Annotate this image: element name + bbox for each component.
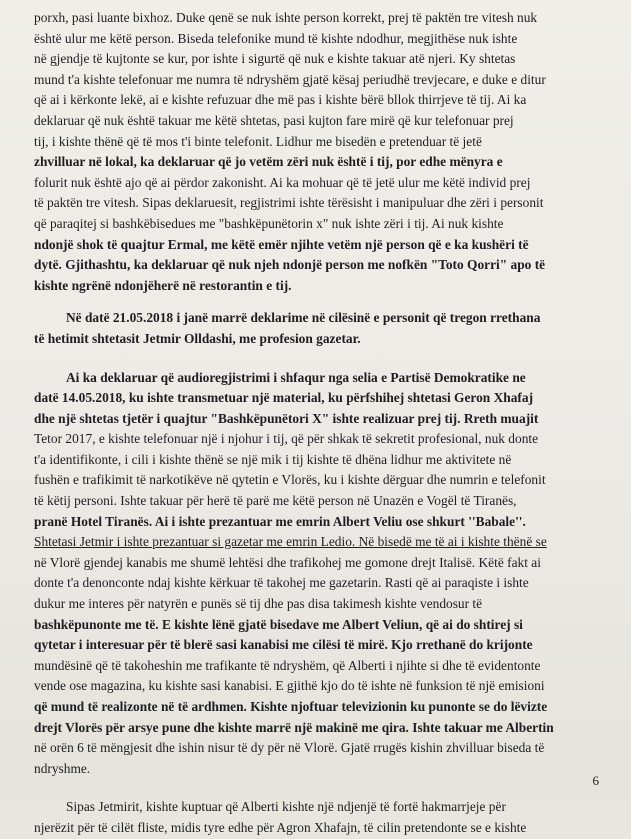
text-line-bold: drejt Vlorës për arsye pune dhe kishte marrë një makinë me qira. Ishte takuar me Albertin xyxy=(34,719,554,735)
text-line: të paktën tre vitesh. Sipas deklaruesit, regjistrimi ishte tërësisht i manipuluar dhe zëri i personit xyxy=(34,195,544,211)
text-line-bold: qytetar i interesuar për të blerë sasi kanabisi me cilësi të mirë. Kjo rrethanë do krijonte xyxy=(34,637,533,653)
text-line: në Vlorë gjendej kanabis me shumë lehtësi dhe trafikohej me gomone drejt Italisë. Këtë fakt ai xyxy=(34,554,541,570)
text-line: porxh, pasi luante bixhoz. Duke qenë se nuk ishte person korrekt, prej të paktën tre vitesh nuk xyxy=(34,10,538,25)
text-line: Sipas Jetmirit, kishte kuptuar që Alberti kishte një ndjenjë të fortë hakmarrjeje për xyxy=(66,799,506,815)
text-line-underlined: Shtetasi Jetmir i ishte prezantuar si gazetar me emrin Ledio. Në bisedë me të ai i kishte thënë se xyxy=(34,534,547,550)
paragraph-statement-1 xyxy=(34,8,603,296)
text-line-bold: kishte ngrënë ndonjëherë në restorantin e tij. xyxy=(34,277,292,293)
text-line: deklaruar që nuk është takuar me këtë shtetas, pasi kujton fare mirë që kur telefonuar prej xyxy=(34,112,514,128)
paragraph-declaration-date xyxy=(34,308,603,349)
paragraph-statement-2 xyxy=(34,368,603,780)
text-line: t'a identifikonte, i cili i kishte thënë se një mik i tij kishte të dhëna lidhur me aktivitete në xyxy=(34,451,512,467)
text-line-bold: ndonjë shok të quajtur Ermal, me këtë emër njihte vetëm një person që e ka kushëri të xyxy=(34,236,529,252)
text-line: në gjendje të kujtonte se kur, por ishte i sigurtë që nuk e kishte takuar atë njeri. Ky shtetas xyxy=(34,51,516,67)
paragraph-statement-3 xyxy=(34,797,603,838)
text-line-bold: datë 14.05.2018, ku ishte transmetuar një material, ku përfshihej shtetasi Geron Xhafaj xyxy=(34,390,534,406)
text-line: është ulur me këtë person. Biseda telefonike mund të kishte ndodhur, megjithëse nuk ishte xyxy=(34,30,518,46)
text-line-bold: zhvilluar në lokal, ka deklaruar që jo vetëm zëri nuk është i tij, por edhe mënyra e xyxy=(34,154,503,170)
text-line: mundësinë që të takoheshin me trafikante të ndryshëm, që Alberti i njihte si dhe të evidentonte xyxy=(34,657,541,673)
page-number: 6 xyxy=(592,773,599,789)
text-line: ndryshme. xyxy=(34,760,91,776)
text-line-bold: dhe një shtetas tjetër i quajtur "Bashkëpunëtori X" ishte realizuar prej tij. Rreth muajit xyxy=(34,410,539,426)
text-line-bold: Në datë 21.05.2018 i janë marrë deklarime në cilësinë e personit që tregon rrethana xyxy=(66,310,541,326)
text-line: tij, i kishte thënë që të mos t'i binte telefonit. Lidhur me bisedën e pretenduar të jetë xyxy=(34,133,482,149)
text-line: mund t'a kishte telefonuar me numra të ndryshëm gjatë kësaj periudhë trevjecare, e duke e ditur xyxy=(34,71,546,87)
text-line-bold: bashkëpunonte me të. E kishte lënë gjatë bisedave me Albert Veliun, që ai do shtirej si xyxy=(34,616,523,632)
text-line: të këtij personi. Ishte takuar për herë të parë me këtë person në Unazën e Vogël të Tiranës, xyxy=(34,493,517,509)
text-line-bold: të hetimit shtetasit Jetmir Olldashi, me profesion gazetar. xyxy=(34,330,361,346)
text-line: donte t'a denonconte ndaj kishte kërkuar të takohej me gazetarin. Rasti që ai paraqiste i ishte xyxy=(34,575,529,591)
text-line: njerëzit për të cilët fliste, midis tyre edhe për Agron Xhafajn, të cilin pretendonte se e kishte xyxy=(34,819,527,835)
text-line: që ai i kërkonte lekë, ai e kishte refuzuar dhe më pas i kishte bërë bllok thirrjeve të tij. Ai ka xyxy=(34,92,527,108)
text-line: që paraqitej si bashkëbisedues me "bashkëpunëtorin x" nuk ishte zëri i tij. Ai nuk kishte xyxy=(34,215,504,231)
text-line-bold: dytë. Gjithashtu, ka deklaruar që nuk njeh ndonjë person me nofkën "Toto Qorri" apo të xyxy=(34,257,546,273)
text-line: në orën 6 të mëngjesit dhe ishin nisur të dy për në Vlorë. Gjatë rrugës kishin zhvilluar biseda të xyxy=(34,740,545,756)
text-line-bold: pranë Hotel Tiranës. Ai i ishte prezantuar me emrin Albert Veliu ose shkurt ''Babale''. xyxy=(34,513,526,529)
text-line: folurit nuk është ajo që ai përdor zakonisht. Ai ka mohuar që të jetë ulur me këtë individ prej xyxy=(34,174,531,190)
text-line: dukur me interes për natyrën e punës së tij dhe pas disa takimesh kishte vendosur të xyxy=(34,596,483,612)
text-line: vende ose magazina, ku kishte sasi kanabisi. E gjithë kjo do të ishte në funksion të një emisioni xyxy=(34,678,545,694)
text-line: fushën e trafikimit të narkotikëve në qytetin e Vlorës, ku i kishte dërguar dhe numrin e telefonit xyxy=(34,472,546,488)
text-line-bold: Ai ka deklaruar që audioregjistrimi i shfaqur nga selia e Partisë Demokratike ne xyxy=(66,369,526,385)
text-line: Tetor 2017, e kishte telefonuar një i njohur i tij, që për shkak të sekretit profesional, nuk donte xyxy=(34,431,539,447)
text-line-bold: që mund të realizonte në të ardhmen. Kishte njoftuar televizionin ku punonte se do lëvizte xyxy=(34,699,548,714)
